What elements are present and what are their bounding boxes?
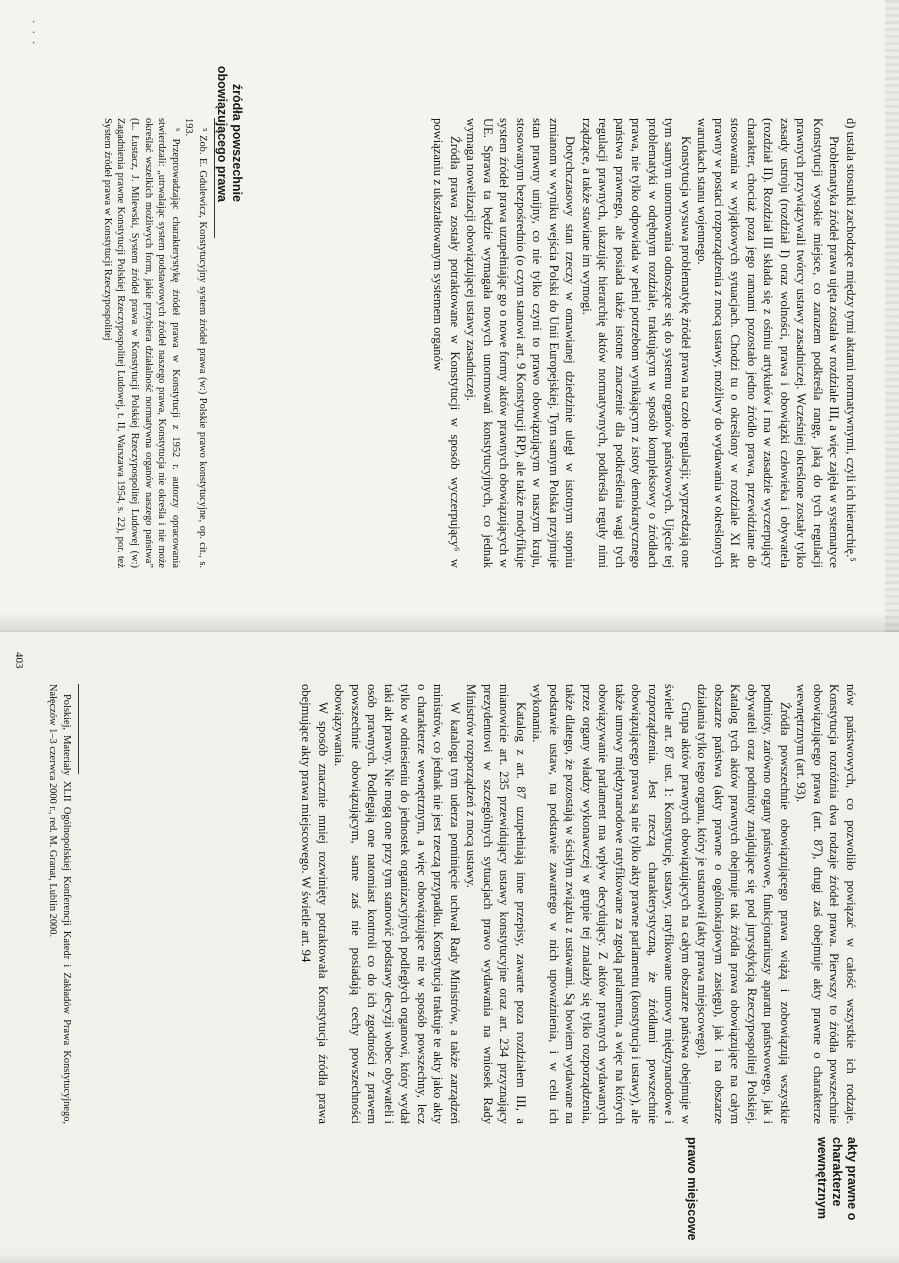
scan-dots: · · · <box>27 20 39 47</box>
page-edge-shadow <box>0 1253 899 1263</box>
paragraph: W katalogu tym uderza pominięcie uchwał Rady Ministrów, a także zarządzeń ministrów, co jednak nie jest rzeczą przypadku. Konstytucja traktuje te akty jako akty o charakterze wewnętrznym, a więc obowiązujące nie w sposób powszechny, lecz tylko w odniesieniu do jednostek organizacyjnych podległych organowi, który wydał taki akt prawny. Nie mogą one przy tym stanowić podstawy decyzji wobec obywateli i osób prawnych. Podlegają one natomiast kontroli co do ich zgodności z prawem powszechnie obowiązującym, same zaś nie posiadają cechy powszechności obowiązywania. <box>332 684 462 1124</box>
right-footnotes <box>46 684 73 1124</box>
left-main-column <box>430 118 859 568</box>
paragraph: d) ustala stosunki zachodzące między tymi aktami normatywnymi, czyli ich hierarchię.⁵ <box>844 118 858 562</box>
margin-note-local-law: prawo miejscowe <box>685 1137 699 1241</box>
paragraph: Konstytucja wysuwa problematykę źródeł prawa na czoło regulacji; wyprzedzają one tym samym unormowania odnoszące się do systemu organów państwowych. Ujęcie tej problematyki w odrębnym rozdziale, traktującym w sposób kompleksowy o źródłach prawa, nie tylko odpowiada w pełni potrzebom wynikającym z istoty demokratycznego państwa prawnego, ale posiada także istotne znaczenie dla podkreślenia wagi tych regulacji prawnych, ukazując hierarchię aktów normatywnych, podkreśla reguły nimi rządzące, a także stawiane im wymogi. <box>580 118 693 568</box>
paragraph: Źródła prawa zostały potraktowane w Konstytucji w sposób wyczerpujący⁶ w powiązaniu z ukształtowanym systemem organów <box>431 118 462 568</box>
footnote: ⁶ Przeprowadzając charakterystykę źródeł prawa w Konstytucji z 1952 r. autorzy opracowania stwierdzali: „utrwalając system podstawowych źródeł naszego prawa, Konstytucja nie określa i nie może określać wszelkich możliwych form, jakie przybiera działalność normatywna organów naszego państwa” (L. Łustacz, J. Milewski, System źródeł prawa w Konstytucji Polskiej Rzeczypospolitej Ludowej (w:) Zagadnienia prawne Konstytucji Polskiej Rzeczypospolitej Ludowej, t. II, Warszawa 1954, s. 22), por. też System źródeł prawa w Konstytucji Rzeczypospolitej <box>101 118 181 568</box>
paragraph: Grupa aktów prawnych obowiązujących na całym obszarze państwa obejmuje w świetle art. 87 ust. 1: Konstytucję, ustawy, ratyfikowane umowy międzynarodowe i rozporządzenia. Jest rzeczą charakterystyczną, że źródłami powszechnie obowiązującego prawa są nie tylko akty prawne parlamentu (konstytucja i ustawy), ale także umowy międzynarodowe ratyfikowane za zgodą parlamentu, a więc na których obowiązywanie parlament ma wpływ decydujący. Z aktów prawnych wydawanych przez organy władzy wykonawczej w grupie tej znalazły się tylko rozporządzenia, także dlatego, że pozostają w ścisłym związku z ustawami. Są bowiem wydawane na podstawie ustaw, na podstawie zawartego w nich upoważnienia, i w celu ich wykonania. <box>530 684 693 1124</box>
right-page <box>0 632 899 1263</box>
paragraph: Katalog z art. 87 uzupełniają inne przepisy, zawarte poza rozdziałem III, a mianowicie art. 235 przewidujący ustawy konstytucyjne oraz art. 234 przyznający prezydentowi w szczególnych sytuacjach prawo wydawania na wniosek Rady Ministrów rozporządzeń z mocą ustawy. <box>464 684 528 1124</box>
paragraph: nów państwowych, co pozwoliło powiązać w całość wszystkie ich rodzaje. Konstytucja rozróżnia dwa rodzaje źródeł prawa. Pierwszy to źródła powszechnie obowiązującego prawa (art. 87), drugi zaś obejmuje akty prawne o charakterze wewnętrznym (art. 93). <box>794 684 858 1124</box>
paragraph: W sposób znacznie mniej rozwinięty potraktowała Konstytucja źródła prawa obejmujące akty prawa miejscowego. W świetle art. 94 <box>299 684 330 1124</box>
margin-note-sources: źródła powszechnie obowiązującego prawa <box>215 65 244 202</box>
paragraph: Dotychczasowy stan rzeczy w omawianej dziedzinie uległ w istotnym stopniu zmianom w wyniku wejścia Polski do Unii Europejskiej. Tym samym Polska przyjmuje stan prawny unijny, co nie tylko czyni to prawo obowiązującym w naszym kraju, stosowanym bezpośrednio (o czym stanowi art. 9 Konstytucji RP), ale także modyfikuje system źródeł prawa uzupełniając go o nowe formy aktów prawnych obowiązujących w UE. Sprawa ta będzie wymagała nowych unormowań konstytucyjnych, co jednak wymaga nowelizacji obowiązującej ustawy zasadniczej. <box>464 118 578 568</box>
footnote-rule <box>214 118 215 238</box>
right-main-column <box>298 684 859 1124</box>
margin-note-internal-acts: akty prawne o charakterze wewnętrznym <box>815 1137 859 1221</box>
left-footnotes <box>100 118 209 568</box>
paragraph: Problematyka źródeł prawa ujęta została w rozdziale III, a więc zajęła w systematyce Konstytucji wysokie miejsce, co zarazem podkreśla rangę, jaką do tych regulacji prawnych przywiązywali twórcy ustawy zasadniczej. Wcześniej określone zostały tylko zasady ustroju (rozdział I) oraz wolności, prawa i obowiązki człowieka i obywatela (rozdział II). Rozdział III składa się z ośmiu artykułów i ma w zasadzie wyczerpujący charakter, chociaż poza jego ramami pozostało jedno źródło prawa, przewidziane do stosowania w wyjątkowych sytuacjach. Chodzi tu o określony w rozdziale XI akt prawny w postaci rozporządzenia z mocą ustawy, możliwy do wydawania w określonych warunkach stanu wojennego. <box>695 118 842 568</box>
page-number: 403 <box>13 652 25 669</box>
footnote: ⁵ Zob. E. Gdulewicz, Konstytucyjny system źródeł prawa (w:) Polskie prawo konstytucyjne, op. cit., s. 193. <box>183 118 208 568</box>
footnote-rule <box>78 684 79 774</box>
paragraph: Źródła powszechnie obowiązującego prawa wiążą i zobowiązują wszystkie podmioty, zarówno organy państwowe, funkcjonariuszy aparatu państwowego, jak i obywateli oraz podmioty znajdujące się pod jurysdykcją Rzeczypospolitej Polskiej. Katalog tych aktów prawnych obejmuje tak źródła prawa obowiązujące na całym obszarze państwa (akty prawne o ogólnokrajowym zasięgu), jak i na obszarze działania tylko tego organu, który je ustanowił (akty prawa miejscowego). <box>695 684 792 1124</box>
footnote: Polskiej, Materiały XLII Ogólnopolskiej Konferencji Katedr i Zakładów Prawa Konstytucyjnego, Nałęczów 1–3 czerwca 2000 r., red. M. Granat, Lublin 2000. <box>47 684 72 1124</box>
